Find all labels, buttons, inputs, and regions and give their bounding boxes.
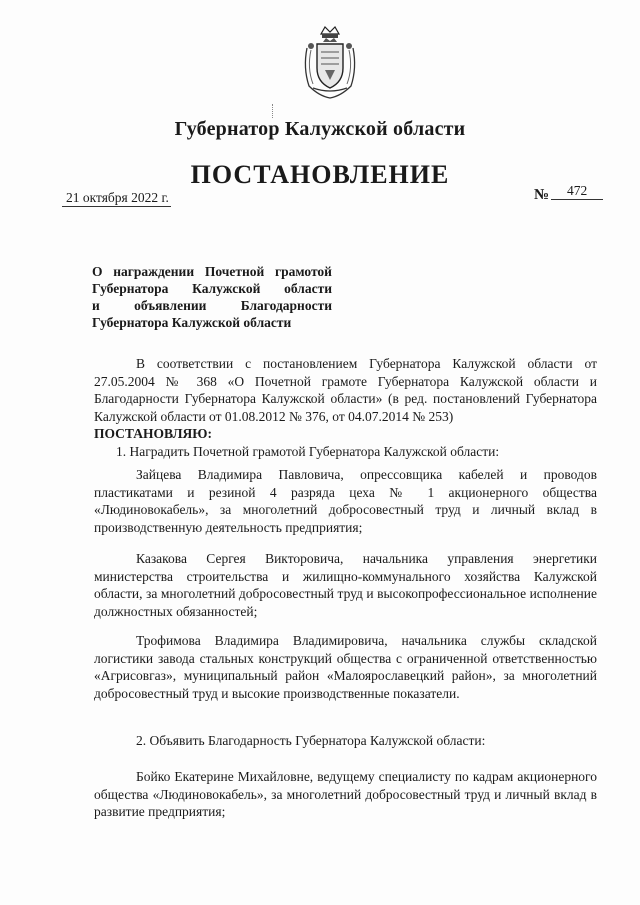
document-date [66, 190, 169, 206]
subject-line [92, 263, 332, 280]
awardee-paragraph: Зайцева Владимира Павловича, опрессовщика кабелей и проводов пластикатами и резиной 4 разряда цеха № 1 акционерного общества «Людиновокабель», за многолетний добросовестный труд и личный вклад в производственную деятельность предприятия; [94, 467, 597, 535]
subject-line [92, 314, 332, 331]
document-date-text: 21 октября 2022 г. [66, 190, 169, 205]
subject-line [92, 280, 332, 297]
awardee-block [94, 466, 597, 536]
awardee-paragraph: Казакова Сергея Викторовича, начальника управления энергетики министерства строительства и жилищно-коммунального хозяйства Калужской области, за многолетний добросовестный труд и высокопрофессиональное исполнение должностных обязанностей; [94, 551, 597, 619]
subject-word: Губернатора [92, 281, 169, 296]
awardee-block [94, 632, 597, 702]
subject-word: Губернатора Калужской области [92, 315, 292, 330]
awardee-block [94, 550, 597, 620]
item-2-heading: 2. Объявить Благодарность Губернатора Калужской области: [136, 733, 486, 748]
subject-word: Почетной [204, 264, 265, 279]
thanked-block [94, 768, 597, 821]
awardee-paragraph: Трофимова Владимира Владимировича, начальника службы складской логистики завода стальных конструкций общества с ограниченной ответственностью «Агрисовгаз», муниципальный район «Малоярославецкий район», за многолетний добросовестный труд и высокие производственные показатели. [94, 633, 597, 701]
subject-word: и [92, 298, 100, 313]
number-value: 472 [551, 183, 603, 200]
document-subject [92, 263, 332, 331]
document-number [534, 183, 603, 204]
item-1-heading: 1. Наградить Почетной грамотой Губернатора Калужской области: [116, 443, 500, 459]
margin-mark [272, 104, 274, 118]
subject-word: объявлении [134, 298, 207, 313]
subject-line [92, 297, 332, 314]
preamble-block [94, 355, 597, 460]
subject-word: Калужской [192, 281, 261, 296]
resolve-heading: ПОСТАНОВЛЯЮ: [94, 426, 212, 441]
subject-word: награждении [113, 264, 195, 279]
item-2-block [94, 732, 597, 750]
document-type-title: ПОСТАНОВЛЕНИЕ [190, 160, 450, 189]
number-label: № [534, 187, 550, 203]
issuing-authority: Губернатор Калужской области [174, 118, 466, 140]
subject-word: О [92, 264, 103, 279]
subject-word: области [284, 281, 332, 296]
coat-of-arms-emblem [301, 24, 359, 100]
thanked-paragraph: Бойко Екатерине Михайловне, ведущему специалисту по кадрам акционерного общества «Людиновокабель», за многолетний добросовестный труд и личный вклад в развитие предприятия; [94, 769, 597, 819]
date-underline [62, 206, 171, 207]
preamble-paragraph: В соответствии с постановлением Губернатора Калужской области от 27.05.2004 № 368 «О Почетной грамоте Губернатора Калужской области и Благодарности Губернатора Калужской области» (в ред. постановлений Губернатора Калужской области от 01.08.2012 № 376, от 04.07.2014 № 253) [94, 356, 597, 424]
subject-word: Благодарности [240, 298, 332, 313]
subject-word: грамотой [275, 264, 332, 279]
